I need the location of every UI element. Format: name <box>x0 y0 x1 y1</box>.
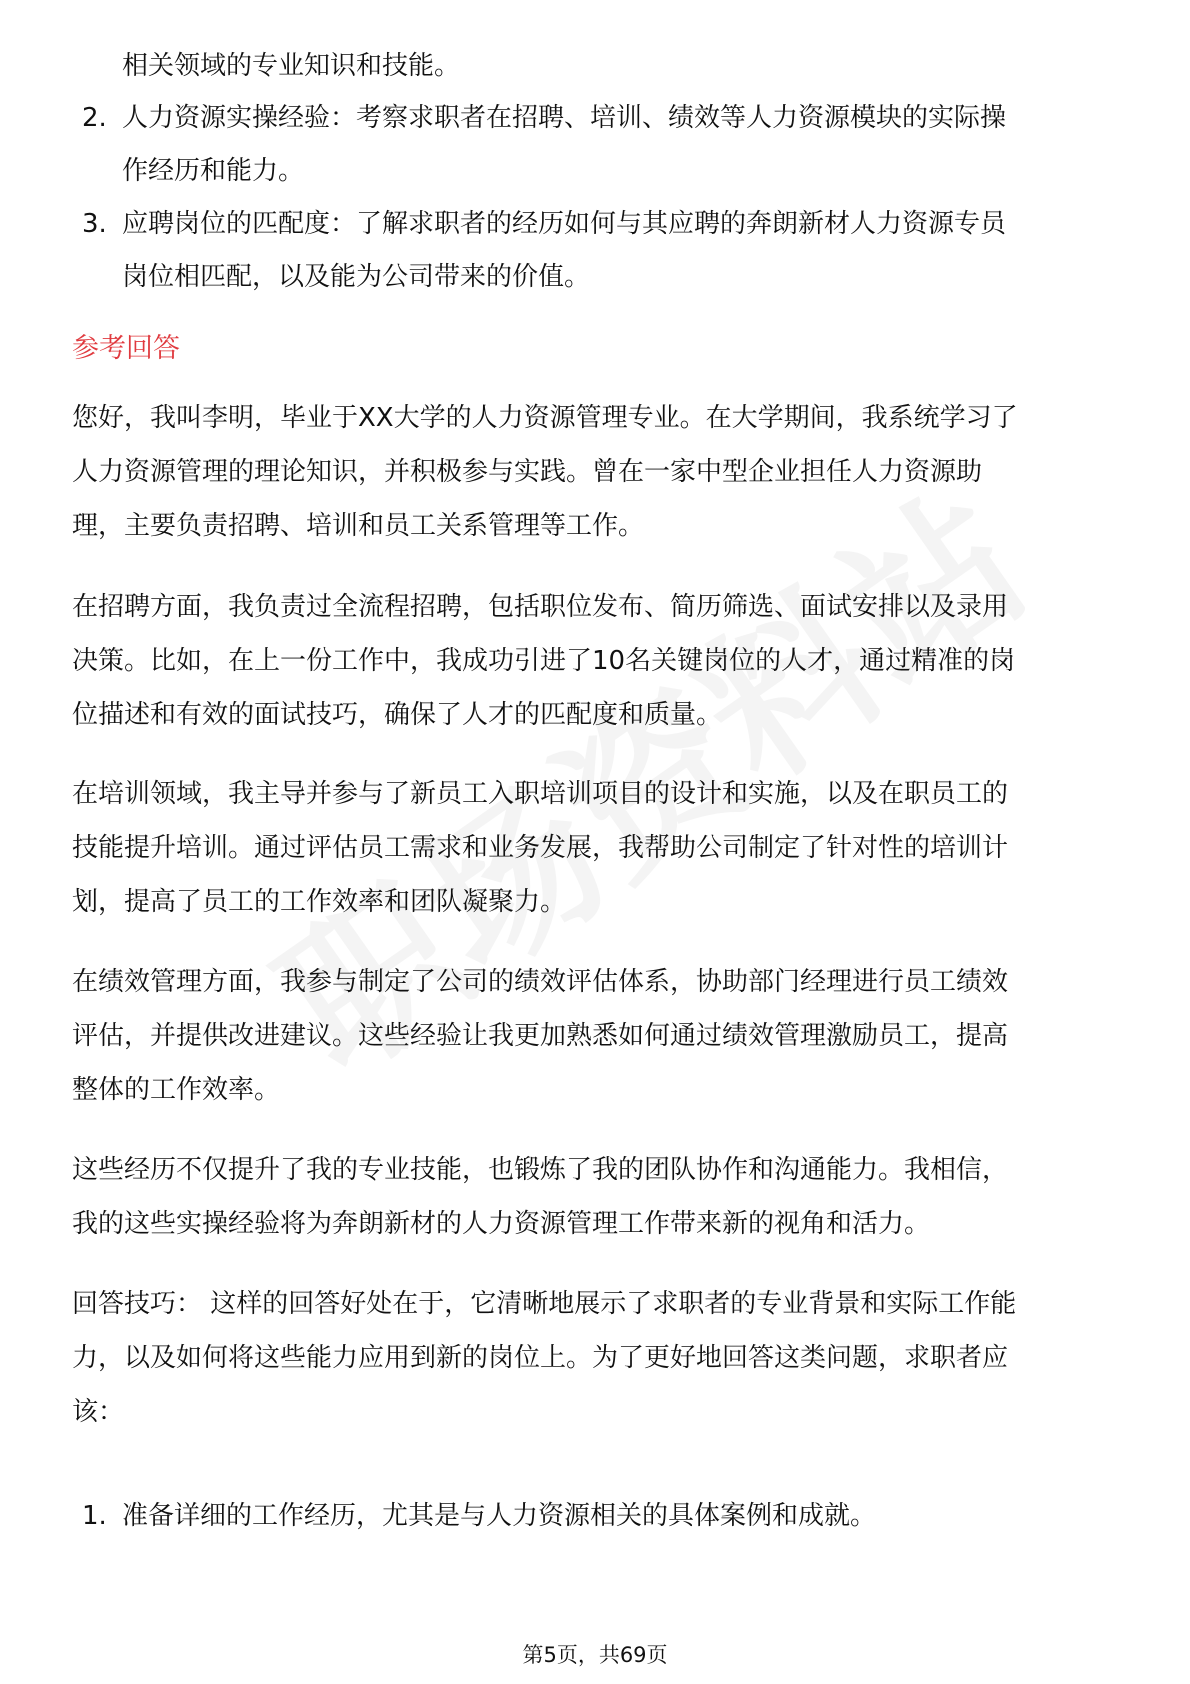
paragraph-line: 人力资源管理的理论知识，并积极参与实践。曾在一家中型企业担任人力资源助 <box>72 457 983 487</box>
list-item-text: 准备详细的工作经历，尤其是与人力资源相关的具体案例和成就。 <box>122 1501 877 1531</box>
paragraph-line: 位描述和有效的面试技巧，确保了人才的匹配度和质量。 <box>72 700 723 730</box>
paragraph-line: 力，以及如何将这些能力应用到新的岗位上。为了更好地回答这类问题，求职者应 <box>72 1343 1009 1373</box>
list-item-text: 应聘岗位的匹配度：了解求职者的经历如何与其应聘的奔朗新材人力资源专员 <box>122 209 1007 239</box>
list-number: 1. <box>82 1501 107 1531</box>
paragraph-line: 该： <box>72 1397 125 1427</box>
list-item-continuation: 相关领域的专业知识和技能。 <box>122 51 461 81</box>
paragraph-line: 在招聘方面，我负责过全流程招聘，包括职位发布、简历筛选、面试安排以及录用 <box>72 592 1009 622</box>
paragraph-line: 我的这些实操经验将为奔朗新材的人力资源管理工作带来新的视角和活力。 <box>72 1209 931 1239</box>
paragraph-line: 划，提高了员工的工作效率和团队凝聚力。 <box>72 887 567 917</box>
paragraph-line: 整体的工作效率。 <box>72 1075 281 1105</box>
paragraph-line: 您好，我叫李明，毕业于XX大学的人力资源管理专业。在大学期间，我系统学习了 <box>72 403 1018 433</box>
list-item-text: 作经历和能力。 <box>122 156 305 186</box>
list-item-text: 人力资源实操经验：考察求职者在招聘、培训、绩效等人力资源模块的实际操 <box>122 103 1007 133</box>
paragraph-line: 在绩效管理方面，我参与制定了公司的绩效评估体系，协助部门经理进行员工绩效 <box>72 967 1009 997</box>
list-item-text: 岗位相匹配，以及能为公司带来的价值。 <box>122 262 591 292</box>
paragraph-line: 理，主要负责招聘、培训和员工关系管理等工作。 <box>72 511 645 541</box>
paragraph-line: 技能提升培训。通过评估员工需求和业务发展，我帮助公司制定了针对性的培训计 <box>72 833 1009 863</box>
paragraph-line: 回答技巧： 这样的回答好处在于，它清晰地展示了求职者的专业背景和实际工作能 <box>72 1289 1017 1319</box>
list-number: 2. <box>82 103 107 133</box>
paragraph-line: 在培训领域，我主导并参与了新员工入职培训项目的设计和实施，以及在职员工的 <box>72 779 1009 809</box>
paragraph-line: 决策。比如，在上一份工作中，我成功引进了10名关键岗位的人才，通过精准的岗 <box>72 646 1016 676</box>
paragraph-line: 评估，并提供改进建议。这些经验让我更加熟悉如何通过绩效管理激励员工，提高 <box>72 1021 1009 1051</box>
list-number: 3. <box>82 209 107 239</box>
paragraph-line: 这些经历不仅提升了我的专业技能，也锻炼了我的团队协作和沟通能力。我相信， <box>72 1155 1009 1185</box>
page-number-footer: 第5页，共69页 <box>522 1643 668 1667</box>
section-heading: 参考回答 <box>72 333 180 364</box>
